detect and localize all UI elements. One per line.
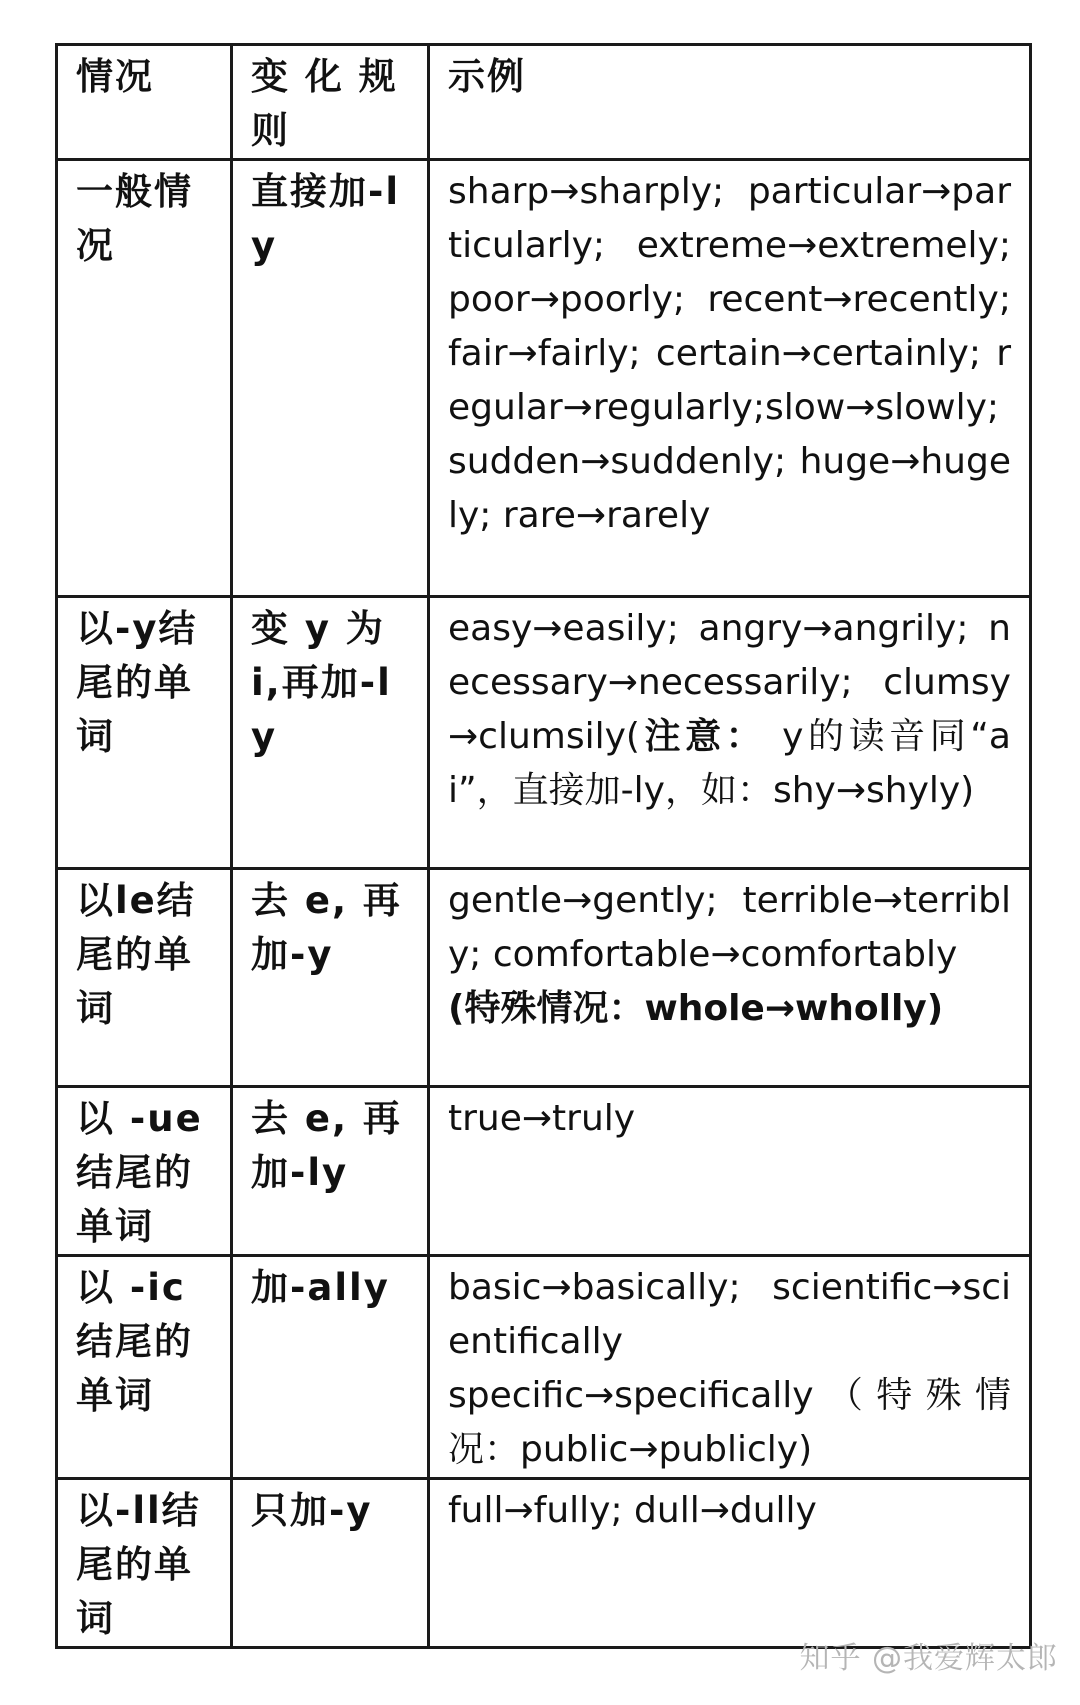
condition-cell: 以-y结尾的单词 (57, 597, 232, 869)
note-label: 注意： (639, 716, 767, 757)
adverb-rules-table (55, 43, 1032, 1649)
condition-cell: 以le结尾的单词 (57, 869, 232, 1087)
condition-cell: 一般情况 (57, 160, 232, 597)
rule-cell: 加-ally (232, 1256, 429, 1479)
table-row (57, 160, 1031, 597)
header-row (57, 45, 1031, 160)
header-examples: 示例 (429, 45, 1031, 160)
examples-text: easy→easily; angry→angrily; necessary→necessarily; clumsy→clumsily( (448, 608, 1011, 757)
header-rule: 变 化 规 则 (232, 45, 429, 160)
rule-cell: 去 e, 再加-y (232, 869, 429, 1087)
rule-cell: 只加-y (232, 1479, 429, 1648)
table-row (57, 597, 1031, 869)
examples-cell (429, 869, 1031, 1087)
rule-cell: 直接加-ly (232, 160, 429, 597)
table-row (57, 869, 1031, 1087)
rule-cell: 变 y 为 i,再加-ly (232, 597, 429, 869)
watermark: 知乎 @我爱辉太郎 (799, 1641, 1058, 1676)
examples-cell: true→truly (429, 1087, 1031, 1256)
condition-cell: 以 -ue结尾的单词 (57, 1087, 232, 1256)
examples-cell (429, 597, 1031, 869)
examples-cell: sharp→sharply; particular→particularly; extreme→extremely; poor→poorly; recent→recently; fair→fairly; certain→certainly; regular→regularly;slow→slowly;sudden→suddenly; huge→hugely; rare→rarely (429, 160, 1031, 597)
table-row (57, 1479, 1031, 1648)
condition-cell: 以-ll结尾的单词 (57, 1479, 232, 1648)
examples-cell: full→fully; dull→dully (429, 1479, 1031, 1648)
examples-text-continued: y的读音同“ai”，直接加-ly，如：shy→shyly) (448, 716, 1011, 811)
rule-cell: 去 e, 再加-ly (232, 1087, 429, 1256)
condition-cell: 以 -ic结尾的单词 (57, 1256, 232, 1479)
examples-text-continued: specific→specifically（特殊情况：public→publicly) (448, 1375, 1011, 1470)
examples-text: gentle→gently; terrible→terribly; comfortable→comfortably (448, 880, 1011, 975)
examples-cell (429, 1256, 1031, 1479)
header-condition: 情况 (57, 45, 232, 160)
special-case-note: (特殊情况：whole→wholly) (448, 988, 944, 1029)
examples-text: basic→basically; scientific→scientifically (448, 1267, 1011, 1362)
table-row (57, 1256, 1031, 1479)
table-row (57, 1087, 1031, 1256)
